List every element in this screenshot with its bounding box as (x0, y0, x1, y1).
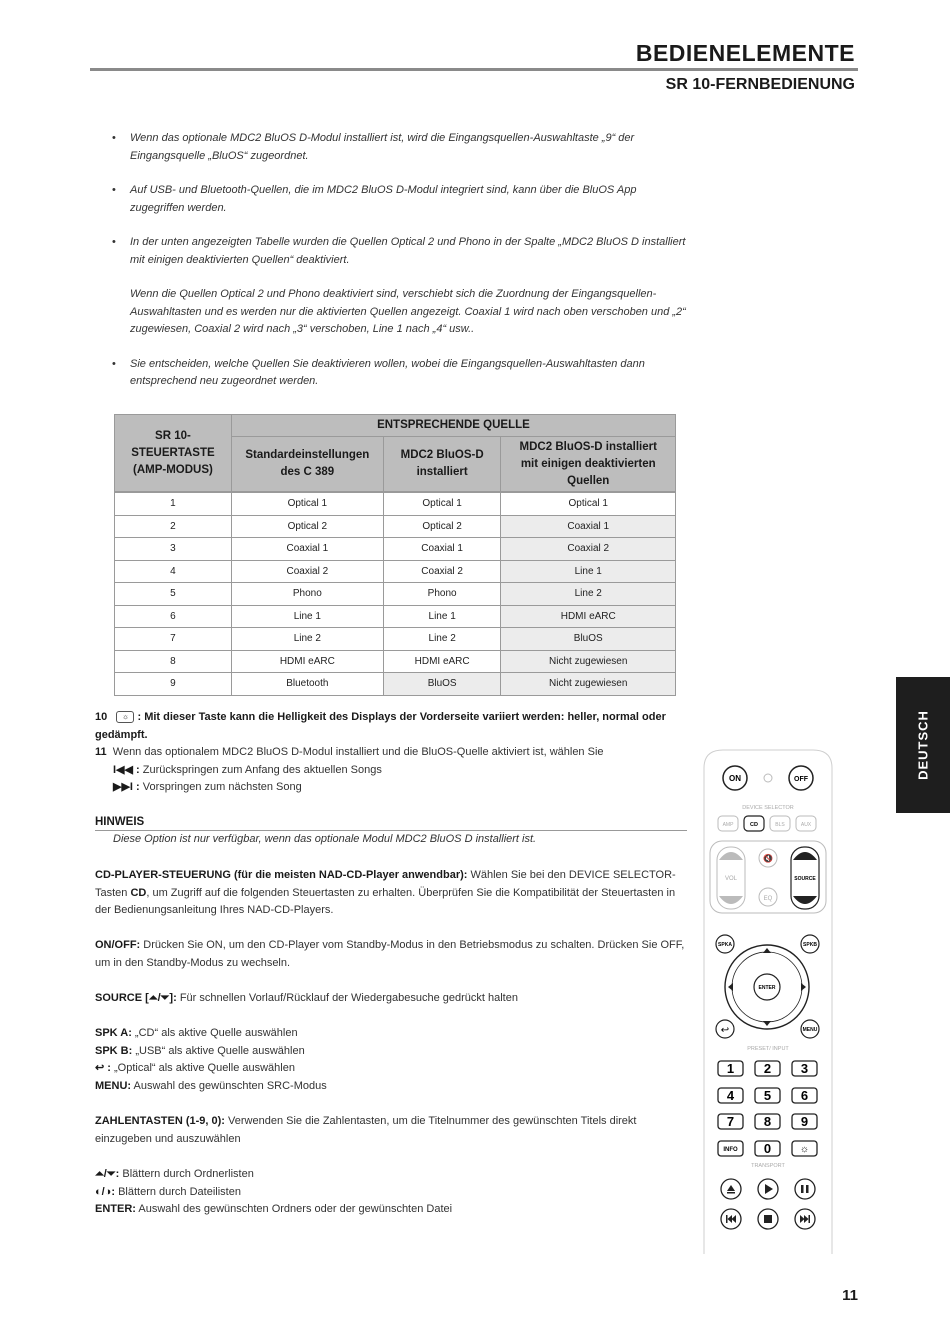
next-track-icon: ▶▶I : (113, 781, 140, 793)
table-cell: Line 2 (501, 583, 676, 606)
page-number: 11 (842, 1287, 858, 1304)
svg-text:1: 1 (726, 1061, 735, 1076)
table-cell: Line 2 (383, 628, 501, 651)
table-row (115, 492, 676, 515)
onoff-label: ON/OFF: (95, 939, 141, 951)
svg-text:PRESET/ INPUT: PRESET/ INPUT (747, 1046, 789, 1052)
onoff-paragraph: ON/OFF: Drücken Sie ON, um den CD-Player vom Standby-Modus in den Betriebsmodus zu schalten. Drücken Sie OFF, um in den Standby-Modus zu wechseln. (95, 939, 685, 969)
bullet-text: In der unten angezeigten Tabelle wurden die Quellen Optical 2 und Phono in der Spalte „MDC2 BluOS D installiert mit einigen deaktivierten Quellen“ deaktiviert. (130, 236, 686, 266)
table-cell: Coaxial 2 (383, 560, 501, 583)
bullet-list (112, 130, 692, 408)
svg-text:BLS: BLS (775, 822, 785, 828)
bullet-item: • Sie entscheiden, welche Quellen Sie deaktivieren wollen, wobei die Eingangsquellen-Auswahltasten dann entsprechend neu zugeordnet werden. (112, 356, 692, 391)
source-paragraph: SOURCE [⏶/⏷]: Für schnellen Vorlauf/Rücklauf der Wiedergabesuche gedrückt halten (95, 992, 518, 1004)
svg-text:↩: ↩ (720, 1025, 730, 1036)
note-rule (95, 830, 687, 831)
table-cell: HDMI eARC (501, 605, 676, 628)
table-header-group: ENTSPRECHENDE QUELLE (231, 415, 675, 437)
svg-text:5: 5 (763, 1088, 772, 1103)
table-cell: Coaxial 2 (231, 560, 383, 583)
cd-control-paragraph: CD-PLAYER-STEUERUNG (für die meisten NAD-CD-Player anwendbar): Wählen Sie bei den DEVICE SELECTOR-Tasten CD, um Zugriff auf die folgenden Steuertasten zu erhalten. Überprüfen Sie die Kompatibilität der Steuertasten in der Bedienungsanleitung Ihres NAD-CD-Players. (95, 869, 676, 916)
table-cell: HDMI eARC (383, 650, 501, 673)
svg-text:ENTER: ENTER (758, 985, 776, 991)
table-cell: Phono (231, 583, 383, 606)
table-cell: 4 (115, 560, 232, 583)
table-row (115, 605, 676, 628)
bullet-text: Wenn das optionale MDC2 BluOS D-Modul installiert ist, wird die Eingangsquellen-Auswahltaste „9“ der Eingangsquelle „BluOS“ zugeordnet. (130, 132, 635, 162)
svg-text:INFO: INFO (723, 1147, 738, 1153)
header-rule (90, 68, 858, 71)
svg-text:SPKB: SPKB (803, 942, 817, 948)
svg-text:6: 6 (800, 1088, 809, 1103)
page-title: BEDIENELEMENTE (635, 40, 855, 66)
table-cell: Optical 2 (231, 515, 383, 538)
source-table (114, 414, 676, 696)
source-label: SOURCE [⏶/⏷]: (95, 992, 177, 1004)
svg-text:9: 9 (800, 1114, 809, 1129)
svg-text:TRANSPORT: TRANSPORT (751, 1163, 785, 1169)
svg-text:EQ: EQ (763, 896, 773, 902)
item-number: 10 (95, 711, 108, 723)
svg-text:CD: CD (750, 822, 758, 828)
svg-text:8: 8 (763, 1114, 772, 1129)
table-cell: Optical 1 (231, 492, 383, 515)
table-row (115, 583, 676, 606)
remote-control-illustration (703, 748, 833, 1254)
table-cell: 5 (115, 583, 232, 606)
table-body (115, 492, 676, 695)
svg-text:3: 3 (800, 1061, 809, 1076)
number-keys-label: ZAHLENTASTEN (1-9, 0): (95, 1115, 225, 1127)
navigation-list: ⏶/⏷: Blättern durch Ordnerlisten ◐/◑: Blättern durch Dateilisten ENTER: Auswahl des gewünschten Ordners oder der gewünschten Datei (95, 1168, 453, 1215)
svg-text:AMP: AMP (722, 822, 734, 828)
bullet-text: Sie entscheiden, welche Quellen Sie deaktivieren wollen, wobei die Eingangsquellen-Auswahltasten dann entsprechend neu zugeordnet werden. (130, 357, 645, 387)
table-cell: Coaxial 1 (501, 515, 676, 538)
device-buttons (718, 816, 816, 831)
device-selector-label: DEVICE SELECTOR (742, 805, 794, 811)
return-icon: ↩ : (95, 1062, 111, 1074)
table-cell: Line 1 (231, 605, 383, 628)
svg-text:SPKA: SPKA (718, 942, 732, 948)
table-header-key: SR 10-STEUERTASTE (AMP-MODUS) (115, 415, 232, 493)
table-cell: 9 (115, 673, 232, 696)
item-text: Vorspringen zum nächsten Song (139, 781, 302, 793)
bullet-item: • Auf USB- und Bluetooth-Quellen, die im MDC2 BluOS D-Modul integriert sind, kann über die BluOS App zugegriffen werden. (112, 182, 692, 217)
table-header-bluos: MDC2 BluOS-D installiert (383, 437, 501, 493)
svg-text:🔇: 🔇 (763, 854, 773, 863)
table-cell: HDMI eARC (231, 650, 383, 673)
table-cell: Coaxial 1 (231, 538, 383, 561)
table-cell: BluOS (383, 673, 501, 696)
brightness-icon: ☼ (116, 711, 134, 723)
svg-text:OFF: OFF (794, 776, 808, 783)
table-cell: Nicht zugewiesen (501, 673, 676, 696)
cd-title: CD-PLAYER-STEUERUNG (für die meisten NAD-CD-Player anwendbar): (95, 869, 468, 881)
item-10 (95, 709, 685, 744)
number-keypad (718, 1061, 817, 1156)
svg-text:AUX: AUX (800, 822, 812, 828)
table-cell: 6 (115, 605, 232, 628)
table-cell: Optical 1 (501, 492, 676, 515)
page-subtitle: SR 10-FERNBEDIENUNG (665, 76, 855, 93)
bullet-item: • In der unten angezeigten Tabelle wurden die Quellen Optical 2 und Phono in der Spalte „MDC2 BluOS D installiert mit einigen deaktivierten Quellen“ deaktiviert. Wenn die Quellen Optical 2 und Phono deaktiviert sind, verschiebt sich die Zuordnung der Eingangsquellen-Auswahltasten und es werden nur die aktivierten Quellen angezeigt. Coaxial 1 wird nach oben verschoben und „2“ zugewiesen, Coaxial 2 wird nach „3“ verschoben, Line 1 nach „4“ usw.. (112, 234, 692, 339)
table-header-bluos-disabled: MDC2 BluOS-D installiert mit einigen deaktivierten Quellen (501, 437, 676, 493)
number-keys-paragraph: ZAHLENTASTEN (1-9, 0): Verwenden Sie die Zahlentasten, um die Titelnummer des gewünschten Titels direkt einzugeben und auszuwählen (95, 1115, 637, 1145)
item-text: Wenn das optionalem MDC2 BluOS D-Modul installiert und die BluOS-Quelle aktiviert ist, wählen Sie (112, 746, 604, 758)
table-row (115, 560, 676, 583)
table-cell: Line 1 (501, 560, 676, 583)
spka-label: SPK A: (95, 1027, 132, 1039)
prev-track-icon: I◀◀ : (113, 763, 140, 776)
table-cell: Phono (383, 583, 501, 606)
table-row (115, 538, 676, 561)
table-header-default: Standardeinstellungen des C 389 (231, 437, 383, 493)
enter-label: ENTER: (95, 1203, 136, 1215)
item-text: : Mit dieser Taste kann die Helligkeit des Displays der Vorderseite variiert werden: heller, normal oder gedämpft. (95, 711, 666, 741)
table-cell: Coaxial 2 (501, 538, 676, 561)
svg-text:☼: ☼ (799, 1144, 810, 1155)
svg-text:0: 0 (763, 1141, 772, 1156)
svg-text:MENU: MENU (802, 1027, 818, 1033)
note-title: HINWEIS (95, 816, 145, 828)
bullet-item: • Wenn das optionale MDC2 BluOS D-Modul installiert ist, wird die Eingangsquellen-Auswahltaste „9“ der Eingangsquelle „BluOS“ zugeordnet. (112, 130, 692, 165)
svg-text:7: 7 (726, 1114, 735, 1129)
table-cell: Coaxial 1 (383, 538, 501, 561)
table-cell: 8 (115, 650, 232, 673)
item-11 (95, 744, 685, 797)
spkb-label: SPK B: (95, 1044, 133, 1057)
table-cell: Nicht zugewiesen (501, 650, 676, 673)
svg-text:SOURCE: SOURCE (794, 876, 816, 882)
language-tab: DEUTSCH (896, 677, 950, 813)
svg-text:2: 2 (763, 1061, 772, 1076)
table-cell: BluOS (501, 628, 676, 651)
table-cell: 2 (115, 515, 232, 538)
table-row (115, 628, 676, 651)
table-cell: Optical 2 (383, 515, 501, 538)
note-text: Diese Option ist nur verfügbar, wenn das optionale Modul MDC2 BluOS D installiert ist. (113, 833, 537, 845)
table-cell: 1 (115, 492, 232, 515)
table-cell: Line 2 (231, 628, 383, 651)
bullet-text: Auf USB- und Bluetooth-Quellen, die im MDC2 BluOS D-Modul integriert sind, kann über die BluOS App zugegriffen werden. (130, 184, 637, 214)
table-cell: 7 (115, 628, 232, 651)
svg-text:ON: ON (729, 774, 741, 783)
up-down-icon: ⏶/⏷: (95, 1168, 120, 1180)
item-text: Zurückspringen zum Anfang des aktuellen Songs (139, 763, 382, 776)
item-number: 11 (95, 746, 107, 758)
bullet-text: Wenn die Quellen Optical 2 und Phono deaktiviert sind, verschiebt sich die Zuordnung der Eingangsquellen-Auswahltasten und es werden nur die aktivierten Quellen angezeigt. Coaxial 1 wird nach oben verschoben und „2“ zugewiesen, Coaxial 2 wird nach „3“ verschoben, Line 1 nach „4“ usw.. (130, 288, 686, 335)
left-right-icon: ◐/◑: (95, 1185, 116, 1198)
table-cell: 3 (115, 538, 232, 561)
table-row (115, 650, 676, 673)
svg-text:4: 4 (726, 1088, 735, 1103)
table-cell: Optical 1 (383, 492, 501, 515)
table-cell: Line 1 (383, 605, 501, 628)
menu-label: MENU: (95, 1079, 132, 1092)
table-row (115, 673, 676, 696)
table-cell: Bluetooth (231, 673, 383, 696)
svg-text:VOL: VOL (724, 876, 738, 882)
spk-list: SPK A: „CD“ als aktive Quelle auswählen SPK B: „USB“ als aktive Quelle auswählen ↩ : „Optical“ als aktive Quelle auswählen MENU: Auswahl des gewünschten SRC-Modus (95, 1027, 327, 1092)
table-row (115, 515, 676, 538)
